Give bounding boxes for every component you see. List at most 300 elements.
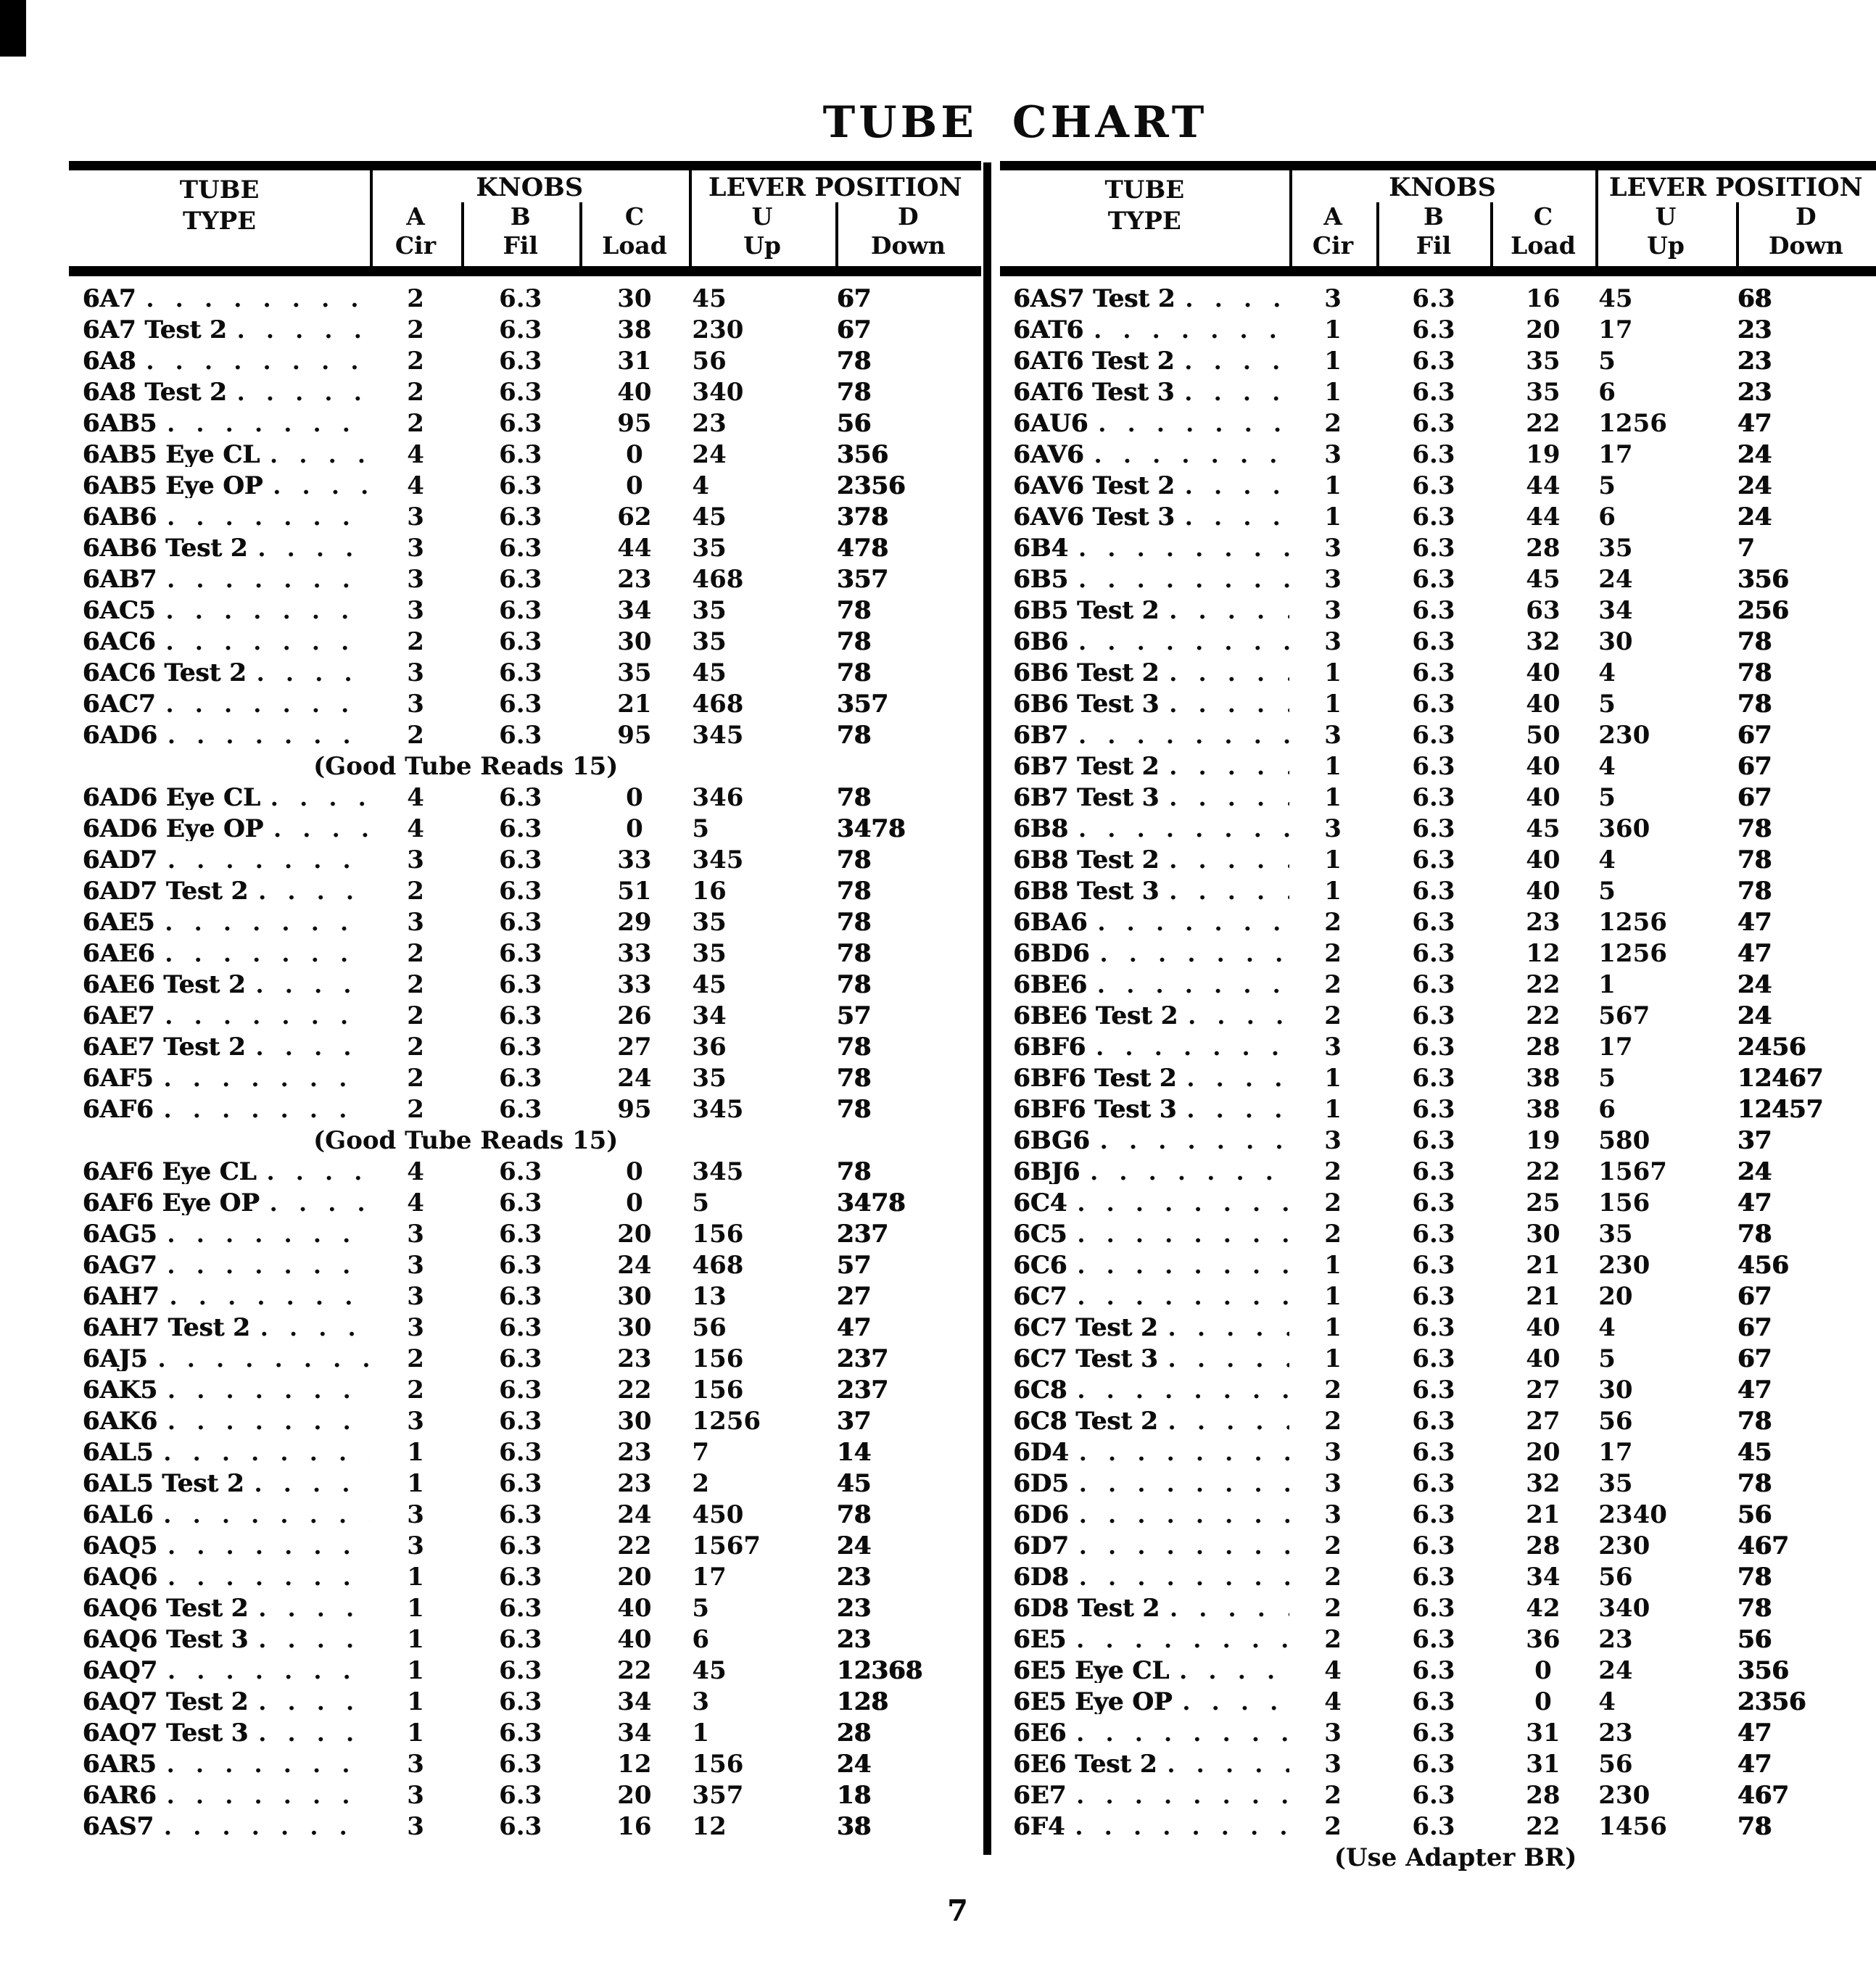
lever-up-cell: 56 (692, 346, 727, 376)
tube-type-cell (1000, 411, 1289, 436)
lever-down-cell: 2356 (836, 471, 906, 500)
tube-row (69, 1530, 981, 1561)
knob-b-fil-cell: 6.3 (1412, 1063, 1455, 1093)
knob-a-cir-cell: 3 (1324, 626, 1342, 656)
lever-up-cell: 24 (1598, 1655, 1633, 1685)
tube-row (69, 1281, 981, 1312)
tube-type-cell (69, 1097, 370, 1122)
header-col-u-up: U Up (743, 202, 781, 260)
dot-leader (1079, 1471, 1289, 1496)
tube-type-name: 6AQ6 Test 2 (82, 1595, 249, 1621)
dot-leader (273, 816, 370, 841)
tube-type-name: 6AR5 (82, 1751, 157, 1777)
tube-type-name: 6AB6 (82, 504, 157, 529)
knob-a-cir-cell: 1 (407, 1687, 424, 1716)
dot-leader (170, 1284, 371, 1309)
dot-leader (168, 1409, 370, 1434)
tube-row (69, 1779, 981, 1811)
lever-down-cell: 68 (1737, 284, 1772, 313)
knob-b-fil-cell: 6.3 (1412, 1219, 1455, 1249)
dot-leader (1169, 848, 1289, 872)
page-title: TUBE CHART (822, 97, 1208, 148)
tube-row (69, 470, 981, 501)
dot-leader (1186, 1066, 1289, 1091)
knob-b-fil-cell: 6.3 (499, 1375, 542, 1405)
table-note: (Good Tube Reads 15) (313, 751, 619, 781)
dot-leader (1168, 1409, 1289, 1434)
lever-down-cell: 23 (1737, 315, 1772, 344)
lever-down-cell: 47 (1737, 938, 1772, 968)
tube-type-name: 6D7 (1012, 1533, 1069, 1558)
tube-type-name: 6A8 (82, 348, 136, 373)
knob-c-load-cell: 63 (1526, 595, 1561, 625)
knob-c-load-cell: 19 (1526, 1125, 1561, 1155)
lever-down-cell: 78 (836, 876, 871, 906)
tube-type-cell (1000, 1315, 1289, 1340)
knob-b-fil-cell: 6.3 (499, 1468, 542, 1498)
tube-type-cell (69, 1035, 370, 1059)
lever-up-cell: 45 (692, 284, 727, 313)
knob-b-fil-cell: 6.3 (499, 1094, 542, 1124)
knob-a-cir-cell: 2 (407, 284, 424, 313)
dot-leader (270, 442, 370, 467)
lever-up-cell: 1 (692, 1718, 710, 1748)
dot-leader (237, 380, 371, 405)
table-body-right (1000, 283, 1876, 1873)
knob-b-fil-cell: 6.3 (499, 1687, 542, 1716)
tube-type-name: 6AL5 (82, 1439, 154, 1465)
dot-leader (1185, 473, 1289, 498)
dot-leader (1078, 629, 1289, 654)
lever-down-cell: 47 (1737, 1749, 1772, 1779)
tube-row (69, 813, 981, 844)
lever-up-cell: 45 (692, 502, 727, 532)
knob-b-fil-cell: 6.3 (499, 1655, 542, 1685)
tube-type-name: 6C6 (1012, 1252, 1067, 1278)
lever-down-cell: 456 (1737, 1250, 1789, 1280)
tube-type-cell (1000, 941, 1289, 966)
knob-c-load-cell: 40 (1526, 751, 1561, 781)
tube-row (69, 1561, 981, 1592)
lever-down-cell: 78 (836, 658, 871, 687)
tube-type-cell (69, 1409, 370, 1434)
knob-b-fil-cell: 6.3 (1412, 1437, 1455, 1467)
lever-down-cell: 78 (1737, 1593, 1772, 1623)
knob-a-cir-cell: 2 (1324, 907, 1342, 937)
knob-c-load-cell: 23 (1526, 907, 1561, 937)
knob-c-load-cell: 50 (1526, 720, 1561, 750)
dot-leader (1076, 1783, 1289, 1808)
knob-b-fil-cell: 6.3 (1412, 1718, 1455, 1748)
lever-up-cell: 23 (1598, 1718, 1633, 1748)
lever-down-cell: 378 (836, 502, 888, 532)
tube-type-name: 6AE6 Test 2 (82, 972, 246, 997)
knob-a-cir-cell: 2 (407, 377, 424, 407)
lever-down-cell: 356 (836, 439, 888, 469)
tube-row (1000, 1717, 1876, 1748)
lever-down-cell: 78 (1737, 626, 1772, 656)
knob-c-load-cell: 23 (617, 1437, 652, 1467)
knob-a-cir-cell: 1 (407, 1593, 424, 1623)
tube-row (1000, 1530, 1876, 1561)
tube-type-cell (69, 598, 370, 623)
knob-c-load-cell: 36 (1526, 1624, 1561, 1654)
tube-type-name: 6AU6 (1012, 410, 1088, 436)
lever-down-cell: 78 (1737, 1811, 1772, 1841)
dot-leader (168, 848, 370, 872)
knob-a-cir-cell: 2 (407, 1063, 424, 1093)
knob-a-cir-cell: 2 (407, 1375, 424, 1405)
knob-b-fil-cell: 6.3 (1412, 1531, 1455, 1560)
lever-down-cell: 237 (836, 1344, 888, 1373)
lever-down-cell: 57 (836, 1001, 871, 1030)
knob-b-fil-cell: 6.3 (499, 876, 542, 906)
lever-up-cell: 5 (1598, 346, 1616, 376)
knob-a-cir-cell: 3 (1324, 1437, 1342, 1467)
tube-type-cell (69, 941, 370, 966)
knob-c-load-cell: 0 (626, 1157, 643, 1186)
lever-down-cell: 23 (836, 1562, 871, 1592)
knob-a-cir-cell: 1 (1324, 346, 1342, 376)
tube-type-name: 6BF6 Test 2 (1012, 1065, 1177, 1091)
knob-a-cir-cell: 2 (1324, 1188, 1342, 1217)
header-rule (1289, 170, 1292, 266)
knob-a-cir-cell: 3 (407, 502, 424, 532)
knob-c-load-cell: 32 (1526, 626, 1561, 656)
knob-c-load-cell: 12 (617, 1749, 652, 1779)
tube-row (69, 376, 981, 408)
tube-type-cell (69, 411, 370, 436)
knob-a-cir-cell: 3 (407, 1312, 424, 1342)
knob-c-load-cell: 30 (1526, 1219, 1561, 1249)
lever-down-cell: 78 (1737, 689, 1772, 719)
tube-row (1000, 1218, 1876, 1249)
tube-row (1000, 1499, 1876, 1530)
tube-row (1000, 1031, 1876, 1062)
tube-type-name: 6AE7 Test 2 (82, 1034, 246, 1059)
header-tube-word: TUBE (179, 175, 260, 204)
knob-b-fil-cell: 6.3 (499, 1531, 542, 1560)
dot-leader (237, 318, 371, 342)
tube-type-cell (1000, 442, 1289, 467)
tube-row (1000, 1281, 1876, 1312)
knob-b-fil-cell: 6.3 (499, 626, 542, 656)
knob-a-cir-cell: 4 (407, 1188, 424, 1217)
knob-a-cir-cell: 4 (407, 471, 424, 500)
lever-up-cell: 36 (692, 1032, 727, 1062)
knob-c-load-cell: 31 (1526, 1749, 1561, 1779)
tube-type-name: 6F4 (1012, 1813, 1065, 1839)
header-rule (1376, 202, 1379, 266)
dot-leader (1185, 286, 1289, 311)
dot-leader (1077, 1284, 1289, 1309)
tube-type-name: 6AC6 (82, 629, 156, 654)
dot-leader (1097, 972, 1289, 997)
lever-down-cell: 78 (836, 346, 871, 376)
tube-type-cell (1000, 972, 1289, 997)
tube-type-name: 6BF6 (1012, 1034, 1086, 1059)
knob-b-fil-cell: 6.3 (1412, 658, 1455, 687)
tube-type-cell (1000, 1596, 1289, 1621)
tube-type-cell (69, 972, 370, 997)
lever-down-cell: 78 (1737, 1406, 1772, 1436)
dot-leader (270, 1191, 370, 1215)
lever-up-cell: 6 (1598, 377, 1616, 407)
knob-a-cir-cell: 2 (1324, 1593, 1342, 1623)
tube-type-name: 6B5 (1012, 566, 1068, 592)
knob-b-fil-cell: 6.3 (499, 439, 542, 469)
knob-c-load-cell: 22 (1526, 1001, 1561, 1030)
tube-row (1000, 1624, 1876, 1655)
tube-type-name: 6AC7 (82, 691, 156, 716)
knob-b-fil-cell: 6.3 (499, 1032, 542, 1062)
tube-type-name: 6AE6 (82, 940, 155, 966)
lever-up-cell: 17 (1598, 1032, 1633, 1062)
lever-down-cell: 14 (836, 1437, 871, 1467)
knob-a-cir-cell: 3 (1324, 284, 1342, 313)
knob-c-load-cell: 0 (626, 814, 643, 843)
tube-table-left (69, 161, 981, 1842)
dot-leader (163, 1440, 370, 1465)
knob-b-fil-cell: 6.3 (499, 938, 542, 968)
tube-row (69, 1405, 981, 1436)
dot-leader (165, 629, 370, 654)
knob-b-fil-cell: 6.3 (1412, 408, 1455, 438)
lever-up-cell: 5 (1598, 782, 1616, 812)
knob-c-load-cell: 20 (617, 1780, 652, 1810)
lever-up-cell: 35 (692, 938, 727, 968)
column-divider (983, 162, 991, 1855)
lever-up-cell: 340 (1598, 1593, 1650, 1623)
dot-leader (165, 692, 370, 716)
knob-b-fil-cell: 6.3 (1412, 689, 1455, 719)
header-type-word: TYPE (183, 206, 257, 236)
lever-up-cell: 230 (1598, 1250, 1650, 1280)
page-number: 7 (947, 1894, 967, 1928)
tube-type-cell (1000, 629, 1289, 654)
knob-b-fil-cell: 6.3 (1412, 1687, 1455, 1716)
knob-b-fil-cell: 6.3 (1412, 595, 1455, 625)
tube-row (1000, 626, 1876, 657)
knob-c-load-cell: 34 (617, 1718, 652, 1748)
knob-a-cir-cell: 1 (407, 1562, 424, 1592)
knob-a-cir-cell: 1 (1324, 751, 1342, 781)
tube-type-name: 6AQ5 (82, 1533, 157, 1558)
knob-c-load-cell: 20 (1526, 1437, 1561, 1467)
knob-a-cir-cell: 2 (1324, 969, 1342, 999)
knob-b-fil-cell: 6.3 (1412, 1468, 1455, 1498)
lever-up-cell: 468 (692, 689, 744, 719)
knob-c-load-cell: 16 (1526, 284, 1561, 313)
lever-down-cell: 24 (1737, 502, 1772, 532)
lever-up-cell: 156 (692, 1219, 744, 1249)
tube-type-name: 6BG6 (1012, 1128, 1090, 1153)
lever-up-cell: 1 (1598, 969, 1616, 999)
lever-up-cell: 56 (692, 1312, 727, 1342)
tube-row (1000, 1343, 1876, 1374)
dot-leader (167, 411, 370, 436)
dot-leader (163, 1502, 370, 1527)
knob-c-load-cell: 19 (1526, 439, 1561, 469)
knob-c-load-cell: 23 (617, 1344, 652, 1373)
tube-type-name: 6BE6 (1012, 972, 1087, 997)
knob-a-cir-cell: 4 (1324, 1655, 1342, 1685)
knob-c-load-cell: 28 (1526, 1780, 1561, 1810)
knob-c-load-cell: 51 (617, 876, 652, 906)
knob-b-fil-cell: 6.3 (499, 502, 542, 532)
header-col-u-up: U Up (1647, 202, 1685, 260)
tube-row (69, 439, 981, 470)
knob-c-load-cell: 40 (617, 377, 652, 407)
lever-up-cell: 360 (1598, 814, 1650, 843)
lever-down-cell: 47 (1737, 408, 1772, 438)
tube-type-cell (1000, 1159, 1289, 1184)
tube-type-cell (1000, 910, 1289, 935)
tube-type-cell (1000, 1627, 1289, 1652)
knob-a-cir-cell: 1 (1324, 1312, 1342, 1342)
knob-a-cir-cell: 1 (1324, 1063, 1342, 1093)
tube-type-name: 6E5 (1012, 1626, 1067, 1652)
knob-b-fil-cell: 6.3 (1412, 439, 1455, 469)
tube-type-name: 6D8 Test 2 (1012, 1595, 1160, 1621)
knob-c-load-cell: 30 (617, 1406, 652, 1436)
tube-row (69, 626, 981, 657)
dot-leader (1169, 754, 1289, 779)
knob-c-load-cell: 38 (1526, 1063, 1561, 1093)
lever-down-cell: 47 (836, 1312, 871, 1342)
tube-row (69, 408, 981, 439)
lever-up-cell: 340 (692, 377, 744, 407)
lever-up-cell: 24 (1598, 564, 1633, 594)
knob-c-load-cell: 20 (1526, 315, 1561, 344)
lever-down-cell: 67 (836, 284, 871, 313)
tube-type-cell (1000, 1004, 1289, 1028)
dot-leader (165, 598, 370, 623)
lever-up-cell: 6 (1598, 502, 1616, 532)
lever-down-cell: 237 (836, 1375, 888, 1405)
knob-c-load-cell: 35 (1526, 346, 1561, 376)
tube-type-cell (1000, 1097, 1289, 1122)
knob-b-fil-cell: 6.3 (1412, 502, 1455, 532)
tube-type-cell (69, 442, 370, 467)
knob-c-load-cell: 28 (1526, 533, 1561, 563)
dot-leader (1078, 536, 1289, 561)
tube-type-name: 6D4 (1012, 1439, 1069, 1465)
dot-leader (258, 1721, 370, 1745)
knob-c-load-cell: 0 (626, 1188, 643, 1217)
knob-a-cir-cell: 2 (1324, 1406, 1342, 1436)
tube-type-cell (69, 1658, 370, 1683)
knob-b-fil-cell: 6.3 (1412, 1500, 1455, 1529)
tube-row (1000, 1655, 1876, 1686)
lever-down-cell: 128 (836, 1687, 888, 1716)
tube-row (1000, 719, 1876, 750)
tube-type-name: 6AB7 (82, 566, 157, 592)
dot-leader (165, 1004, 370, 1028)
lever-down-cell: 12368 (836, 1655, 922, 1685)
header-knobs-group: KNOBS (1389, 173, 1496, 202)
tube-row (1000, 1405, 1876, 1436)
knob-b-fil-cell: 6.3 (1412, 1125, 1455, 1155)
tube-type-name: 6B7 Test 2 (1012, 753, 1160, 779)
lever-up-cell: 4 (1598, 658, 1616, 687)
knob-c-load-cell: 38 (617, 315, 652, 344)
tube-row (69, 532, 981, 563)
knob-a-cir-cell: 4 (407, 1157, 424, 1186)
knob-b-fil-cell: 6.3 (1412, 377, 1455, 407)
tube-type-name: 6BD6 (1012, 940, 1090, 966)
knob-b-fil-cell: 6.3 (499, 1250, 542, 1280)
knob-c-load-cell: 32 (1526, 1468, 1561, 1498)
knob-a-cir-cell: 3 (1324, 564, 1342, 594)
knob-a-cir-cell: 1 (1324, 1281, 1342, 1311)
lever-down-cell: 37 (1737, 1125, 1772, 1155)
knob-b-fil-cell: 6.3 (1412, 1811, 1455, 1841)
tube-type-cell (69, 661, 370, 685)
header-rule (689, 170, 692, 266)
knob-b-fil-cell: 6.3 (499, 969, 542, 999)
knob-a-cir-cell: 3 (1324, 720, 1342, 750)
tube-row (1000, 1686, 1876, 1717)
dot-leader (1182, 1690, 1289, 1714)
knob-b-fil-cell: 6.3 (499, 720, 542, 750)
tube-type-name: 6A7 Test 2 (82, 317, 227, 342)
tube-type-name: 6B8 (1012, 816, 1068, 841)
tube-type-name: 6B5 Test 2 (1012, 597, 1160, 623)
tube-type-name: 6AD7 Test 2 (82, 878, 249, 903)
tube-type-cell (1000, 318, 1289, 342)
tube-row (1000, 1811, 1876, 1842)
tube-type-cell (1000, 1690, 1289, 1714)
knob-a-cir-cell: 3 (407, 1531, 424, 1560)
tube-row (1000, 1125, 1876, 1156)
tube-type-name: 6B8 Test 2 (1012, 847, 1160, 872)
lever-up-cell: 156 (692, 1749, 744, 1779)
knob-b-fil-cell: 6.3 (499, 1500, 542, 1529)
knob-b-fil-cell: 6.3 (1412, 845, 1455, 874)
tube-row (69, 1717, 981, 1748)
dot-leader (266, 1159, 370, 1184)
dot-leader (164, 1814, 370, 1839)
knob-c-load-cell: 31 (617, 346, 652, 376)
tube-type-cell (69, 1565, 370, 1589)
header-rule (835, 202, 838, 266)
tube-row (69, 1312, 981, 1343)
dot-leader (168, 1378, 370, 1402)
header-col-c-load: C Load (1511, 202, 1576, 260)
knob-a-cir-cell: 3 (407, 1219, 424, 1249)
lever-up-cell: 30 (1598, 626, 1633, 656)
knob-b-fil-cell: 6.3 (499, 1749, 542, 1779)
knob-b-fil-cell: 6.3 (499, 1219, 542, 1249)
dot-leader (1169, 598, 1289, 623)
lever-down-cell: 78 (836, 720, 871, 750)
lever-down-cell: 467 (1737, 1531, 1789, 1560)
tube-type-name: 6C7 Test 3 (1012, 1346, 1158, 1371)
knob-a-cir-cell: 2 (407, 346, 424, 376)
tube-type-cell (1000, 1066, 1289, 1091)
dot-leader (1098, 411, 1289, 436)
knob-a-cir-cell: 1 (407, 1437, 424, 1467)
knob-c-load-cell: 21 (617, 689, 652, 719)
lever-down-cell: 78 (836, 626, 871, 656)
dot-leader (167, 1222, 370, 1246)
knob-b-fil-cell: 6.3 (1412, 471, 1455, 500)
knob-c-load-cell: 0 (1534, 1655, 1552, 1685)
lever-down-cell: 2356 (1737, 1687, 1806, 1716)
knob-a-cir-cell: 3 (1324, 1125, 1342, 1155)
tube-row (1000, 969, 1876, 1000)
